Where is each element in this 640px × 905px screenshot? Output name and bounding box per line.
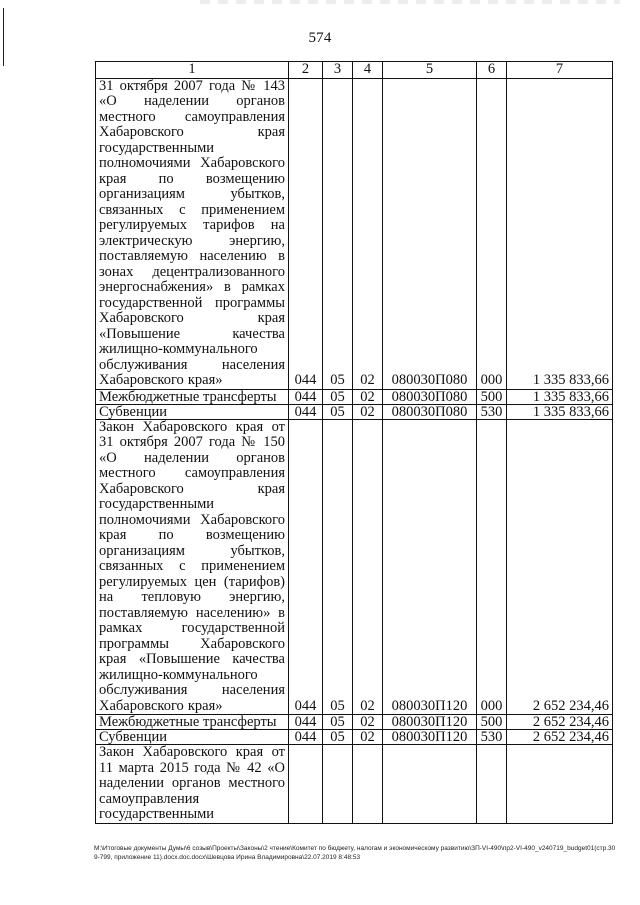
row-target-code: 080030П080 <box>383 389 477 404</box>
row-subsection-code: 02 <box>353 419 383 715</box>
row-expense-type-code: 530 <box>477 404 507 419</box>
table-row <box>96 389 613 404</box>
row-subsection-code <box>353 745 383 824</box>
header-cell-3: 3 <box>323 62 353 79</box>
table-header-row <box>96 62 613 79</box>
row-expense-type-code <box>477 745 507 824</box>
row-target-code <box>383 745 477 824</box>
row-ministry-code <box>289 745 323 824</box>
row-amount: 2 652 234,46 <box>507 730 613 745</box>
header-cell-7: 7 <box>507 62 613 79</box>
row-target-code: 080030П120 <box>383 730 477 745</box>
row-expense-type-code: 000 <box>477 78 507 389</box>
row-section-code: 05 <box>323 389 353 404</box>
row-expense-type-code: 500 <box>477 715 507 730</box>
row-description: Субвенции <box>96 730 289 745</box>
row-section-code: 05 <box>323 404 353 419</box>
table-row <box>96 730 613 745</box>
table-row <box>96 745 613 824</box>
scan-top-artifact <box>200 0 620 4</box>
row-description-text: 31 октября 2007 года № 143 «О наделении органов местного самоуправления Хабаровского края государственными полномочиями Хабаровского края по возмещению организациям убытков, связанных с применением регулируемых тарифов на электрическую энергию, поставляемую населению в зонах децентрализованного энергоснабжения» в рамках государственной программы Хабаровского края «Повышение качества жилищно-коммунального обслуживания населения Хабаровского края» <box>99 77 285 388</box>
table-row <box>96 715 613 730</box>
row-description: Субвенции <box>96 404 289 419</box>
row-target-code: 080030П080 <box>383 78 477 389</box>
row-description <box>96 419 289 715</box>
row-target-code: 080030П080 <box>383 404 477 419</box>
row-subsection-code: 02 <box>353 715 383 730</box>
row-description-text: Закон Хабаровского края от 11 марта 2015 года № 42 «О наделении органов местного самоуправления государственными <box>99 744 285 822</box>
budget-table <box>95 61 613 824</box>
header-cell-2: 2 <box>289 62 323 79</box>
row-ministry-code: 044 <box>289 419 323 715</box>
header-cell-4: 4 <box>353 62 383 79</box>
row-section-code: 05 <box>323 730 353 745</box>
row-amount: 2 652 234,46 <box>507 419 613 715</box>
row-description <box>96 78 289 389</box>
table-row <box>96 404 613 419</box>
row-ministry-code: 044 <box>289 389 323 404</box>
row-ministry-code: 044 <box>289 730 323 745</box>
table-row <box>96 78 613 389</box>
row-amount: 1 335 833,66 <box>507 404 613 419</box>
row-amount: 1 335 833,66 <box>507 389 613 404</box>
row-expense-type-code: 530 <box>477 730 507 745</box>
table-header <box>96 62 613 79</box>
row-subsection-code: 02 <box>353 730 383 745</box>
row-section-code: 05 <box>323 715 353 730</box>
row-target-code: 080030П120 <box>383 715 477 730</box>
table-body <box>96 78 613 823</box>
row-subsection-code: 02 <box>353 389 383 404</box>
row-description-text: Закон Хабаровского края от 31 октября 2007 года № 150 «О наделении органов местного самоуправления Хабаровского края государственными полномочиями Хабаровского края по возмещению организациям убытков, связанных с применением регулируемых цен (тарифов) на тепловую энергию, поставляемую населению» в рамках государственной программы Хабаровского края «Повышение качества жилищно-коммунального обслуживания населения Хабаровского края» <box>99 418 285 714</box>
row-section-code: 05 <box>323 419 353 715</box>
row-ministry-code: 044 <box>289 715 323 730</box>
row-amount: 1 335 833,66 <box>507 78 613 389</box>
header-cell-6: 6 <box>477 62 507 79</box>
row-subsection-code: 02 <box>353 78 383 389</box>
row-expense-type-code: 500 <box>477 389 507 404</box>
row-expense-type-code: 000 <box>477 419 507 715</box>
header-cell-5: 5 <box>383 62 477 79</box>
row-section-code: 05 <box>323 78 353 389</box>
row-ministry-code: 044 <box>289 404 323 419</box>
table-row <box>96 419 613 715</box>
row-section-code <box>323 745 353 824</box>
row-ministry-code: 044 <box>289 78 323 389</box>
document-footer-path: M:\Итоговые документы Думы\6 созыв\Проекты\Законы\2 чтение\Комитет по бюджету, налогам и экономическому развитию\ЗП-VI-490\пр2-VI-490_v240719_budget01(стр.309-799, приложение 11).docx.doc.docx\Шевцова Ирина Владимировна\22.07.2019 8:48:53 <box>94 845 616 861</box>
row-subsection-code: 02 <box>353 404 383 419</box>
row-description <box>96 745 289 824</box>
row-description: Межбюджетные трансферты <box>96 389 289 404</box>
row-amount <box>507 745 613 824</box>
page-number: 574 <box>308 30 332 46</box>
row-target-code: 080030П120 <box>383 419 477 715</box>
row-amount: 2 652 234,46 <box>507 715 613 730</box>
header-cell-1: 1 <box>96 62 289 79</box>
row-description: Межбюджетные трансферты <box>96 715 289 730</box>
